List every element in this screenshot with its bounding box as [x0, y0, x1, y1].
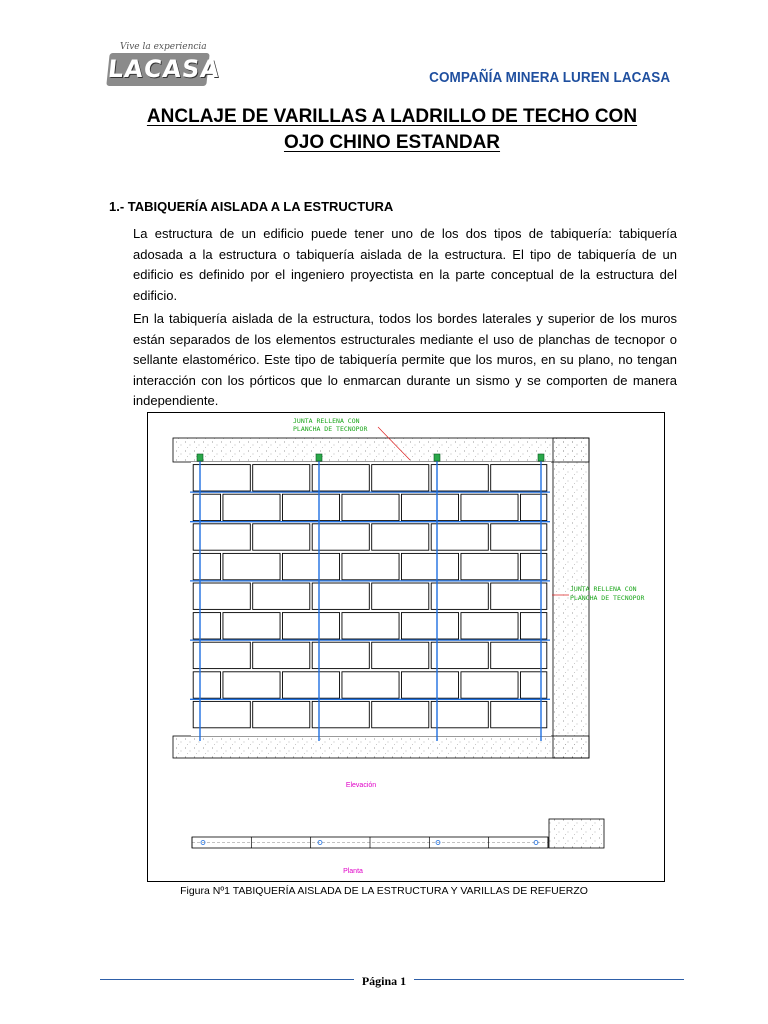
brick — [461, 672, 518, 698]
brick — [223, 553, 280, 579]
page-number: Página 1 — [354, 974, 414, 988]
brick — [342, 494, 399, 520]
rebar-anchor — [316, 454, 322, 461]
document-title — [110, 104, 674, 156]
brick — [223, 613, 280, 639]
label-side-line-1: JUNTA RELLENA CON — [570, 585, 637, 593]
brick — [491, 701, 547, 727]
brick — [193, 613, 220, 639]
label-top-line-1: JUNTA RELLENA CON — [293, 417, 360, 425]
elevation-label: Elevación — [345, 782, 377, 789]
brick — [431, 583, 488, 609]
paragraph-1: La estructura de un edificio puede tener uno de los dos tipos de tabiquería: tabiquería adosada a la estructura o tabiquería aislada de la estructura. El tipo de tabiquería de un edificio es definido por el ingeniero proyectista en la parte conceptual de la estructura del edificio. — [133, 226, 677, 303]
wall-drawing-svg — [148, 413, 666, 883]
brick — [193, 465, 250, 491]
brick — [193, 701, 250, 727]
brick — [253, 524, 310, 550]
brick — [223, 494, 280, 520]
page-footer — [0, 972, 768, 990]
brick — [312, 642, 369, 668]
brick — [253, 701, 310, 727]
brick — [401, 494, 458, 520]
brick — [342, 613, 399, 639]
brick — [431, 524, 488, 550]
brick — [312, 524, 369, 550]
brick — [372, 642, 429, 668]
brick — [372, 524, 429, 550]
brick — [401, 672, 458, 698]
title-line-2: OJO CHINO ESTANDAR — [283, 132, 501, 153]
brick — [342, 672, 399, 698]
brick — [282, 494, 339, 520]
brick — [193, 642, 250, 668]
concrete-beam — [173, 438, 589, 462]
brick — [491, 524, 547, 550]
company-name: COMPAÑÍA MINERA LUREN LACASA — [428, 70, 670, 86]
brick — [491, 642, 547, 668]
brick — [491, 465, 547, 491]
brick — [253, 642, 310, 668]
label-side-line-2: PLANCHA DE TECNOPOR — [570, 594, 645, 602]
brick — [461, 494, 518, 520]
brick — [372, 583, 429, 609]
logo-tagline: Vive la experiencia — [120, 42, 207, 52]
brick — [253, 583, 310, 609]
brick — [520, 672, 546, 698]
brick — [193, 672, 220, 698]
brick — [372, 465, 429, 491]
concrete-slab — [173, 736, 589, 758]
brick — [461, 613, 518, 639]
rebar-anchor — [434, 454, 440, 461]
brick — [520, 553, 546, 579]
section-heading: 1.- TABIQUERÍA AISLADA A LA ESTRUCTURA — [109, 199, 394, 214]
brick — [520, 613, 546, 639]
brick — [223, 672, 280, 698]
brick — [431, 642, 488, 668]
brick — [342, 553, 399, 579]
brick — [282, 553, 339, 579]
brick — [282, 672, 339, 698]
figure-caption: Figura Nº1 TABIQUERÍA AISLADA DE LA ESTRUCTURA Y VARILLAS DE REFUERZO — [180, 885, 588, 897]
brick — [372, 701, 429, 727]
brick — [312, 701, 369, 727]
label-top-line-2: PLANCHA DE TECNOPOR — [293, 425, 368, 433]
company-logo — [106, 42, 222, 88]
brick — [193, 494, 220, 520]
brick — [431, 701, 488, 727]
rebar-anchor — [197, 454, 203, 461]
rebar-anchor — [538, 454, 544, 461]
brick — [312, 583, 369, 609]
brick — [282, 613, 339, 639]
plan-label: Planta — [343, 868, 363, 875]
brick — [461, 553, 518, 579]
brick — [491, 583, 547, 609]
brick — [431, 465, 488, 491]
brick — [193, 524, 250, 550]
figure-drawing — [147, 412, 665, 882]
brick — [401, 553, 458, 579]
paragraph-2: En la tabiquería aislada de la estructura, todos los bordes laterales y superior de los muros están separados de los elementos estructurales mediante el uso de planchas de tecnopor o sellante elastomérico. Este tipo de tabiquería permite que los muros, en su plano, no tengan interacción con los pórticos que lo enmarcan durante un sismo y se comporten de manera independiente. — [133, 311, 677, 409]
brick — [253, 465, 310, 491]
logo-wordmark: LACASA — [106, 53, 209, 86]
brick — [193, 553, 220, 579]
brick — [520, 494, 546, 520]
brick — [401, 613, 458, 639]
plan-column — [549, 819, 604, 848]
brick — [193, 583, 250, 609]
brick — [312, 465, 369, 491]
title-line-1: ANCLAJE DE VARILLAS A LADRILLO DE TECHO CON — [146, 106, 638, 127]
